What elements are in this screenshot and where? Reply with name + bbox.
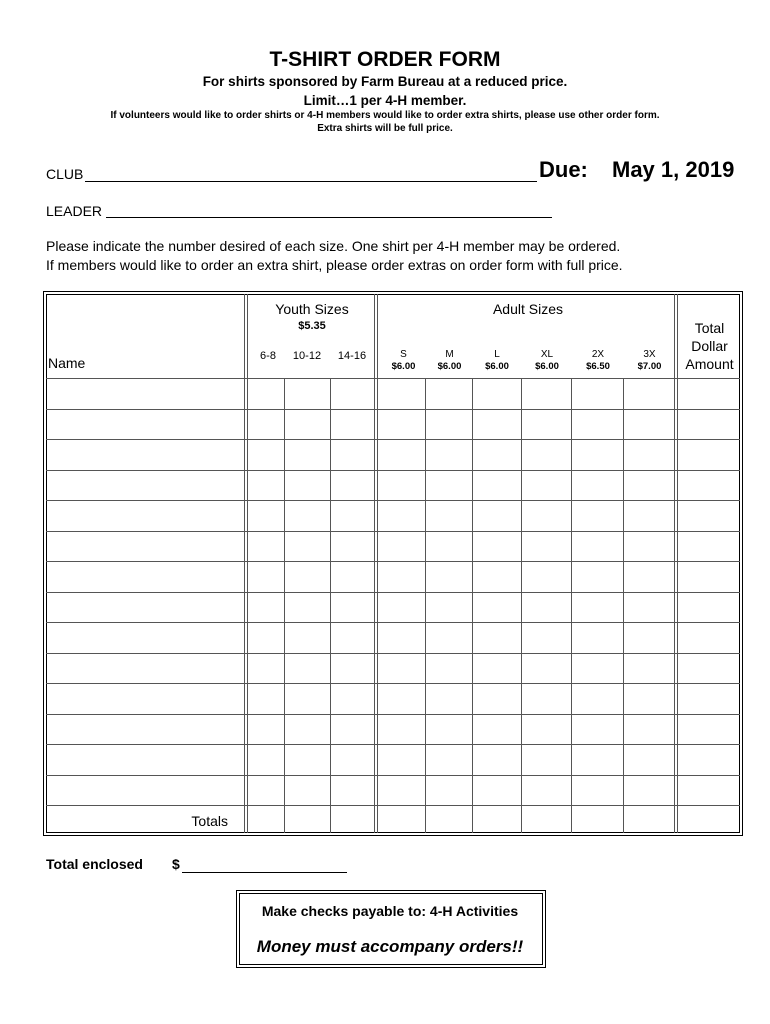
quantity-cell[interactable] (678, 593, 739, 622)
quantity-cell[interactable] (624, 776, 676, 805)
name-cell[interactable] (49, 562, 246, 591)
quantity-cell[interactable] (473, 593, 520, 622)
totals-cell[interactable] (473, 806, 520, 835)
quantity-cell[interactable] (624, 654, 676, 683)
quantity-cell[interactable] (678, 715, 739, 744)
total-header-line-1: Total (694, 320, 725, 336)
adult-size-s: S $6.00 (391, 349, 416, 372)
quantity-cell[interactable] (522, 654, 570, 683)
quantity-cell[interactable] (285, 562, 329, 591)
quantity-cell[interactable] (331, 501, 376, 530)
club-field[interactable] (85, 181, 537, 182)
quantity-cell[interactable] (378, 654, 424, 683)
quantity-cell[interactable] (678, 654, 739, 683)
quantity-cell[interactable] (624, 471, 676, 500)
quantity-cell[interactable] (572, 715, 622, 744)
quantity-cell[interactable] (678, 410, 739, 439)
quantity-cell[interactable] (248, 532, 283, 561)
leader-label: LEADER (46, 203, 103, 219)
quantity-cell[interactable] (572, 562, 622, 591)
due-label: Due: (539, 157, 588, 182)
totals-cell[interactable] (378, 806, 424, 835)
quantity-cell[interactable] (285, 745, 329, 774)
quantity-cell[interactable] (572, 593, 622, 622)
quantity-cell[interactable] (248, 379, 283, 408)
quantity-cell[interactable] (522, 623, 570, 652)
name-cell[interactable] (49, 440, 246, 469)
quantity-cell[interactable] (426, 654, 471, 683)
quantity-cell[interactable] (678, 379, 739, 408)
quantity-cell[interactable] (426, 593, 471, 622)
quantity-cell[interactable] (248, 562, 283, 591)
quantity-cell[interactable] (378, 501, 424, 530)
name-column-header: Name (48, 355, 86, 371)
quantity-cell[interactable] (378, 593, 424, 622)
adult-size-2x: 2X $6.50 (586, 349, 610, 372)
quantity-cell[interactable] (378, 471, 424, 500)
total-enclosed-field[interactable] (182, 872, 347, 873)
quantity-cell[interactable] (678, 562, 739, 591)
quantity-cell[interactable] (331, 410, 376, 439)
quantity-cell[interactable] (378, 410, 424, 439)
quantity-cell[interactable] (624, 501, 676, 530)
quantity-cell[interactable] (473, 440, 520, 469)
quantity-cell[interactable] (522, 532, 570, 561)
form-title: T-SHIRT ORDER FORM (269, 48, 501, 71)
quantity-cell[interactable] (522, 745, 570, 774)
quantity-cell[interactable] (378, 379, 424, 408)
quantity-cell[interactable] (426, 715, 471, 744)
quantity-cell[interactable] (248, 593, 283, 622)
quantity-cell[interactable] (473, 715, 520, 744)
quantity-cell[interactable] (285, 532, 329, 561)
quantity-cell[interactable] (473, 562, 520, 591)
quantity-cell[interactable] (248, 440, 283, 469)
quantity-cell[interactable] (678, 532, 739, 561)
quantity-cell[interactable] (473, 776, 520, 805)
quantity-cell[interactable] (248, 745, 283, 774)
quantity-cell[interactable] (522, 410, 570, 439)
totals-cell[interactable] (624, 806, 676, 835)
name-cell[interactable] (49, 745, 246, 774)
youth-size-label: 6-8 (260, 350, 276, 362)
quantity-cell[interactable] (285, 379, 329, 408)
quantity-cell[interactable] (285, 715, 329, 744)
quantity-cell[interactable] (473, 410, 520, 439)
name-cell[interactable] (49, 654, 246, 683)
name-cell[interactable] (49, 532, 246, 561)
quantity-cell[interactable] (572, 440, 622, 469)
name-cell[interactable] (49, 593, 246, 622)
quantity-cell[interactable] (522, 715, 570, 744)
quantity-cell[interactable] (624, 440, 676, 469)
name-cell[interactable] (49, 715, 246, 744)
quantity-cell[interactable] (248, 654, 283, 683)
quantity-cell[interactable] (473, 654, 520, 683)
name-cell[interactable] (49, 776, 246, 805)
quantity-cell[interactable] (624, 684, 676, 713)
leader-field[interactable] (106, 217, 552, 218)
totals-cell[interactable] (426, 806, 471, 835)
money-note: Money must accompany orders!! (256, 937, 524, 956)
subtitle-sponsor: For shirts sponsored by Farm Bureau at a reduced price. (202, 74, 568, 89)
quantity-cell[interactable] (331, 562, 376, 591)
quantity-cell[interactable] (572, 745, 622, 774)
quantity-cell[interactable] (378, 745, 424, 774)
quantity-cell[interactable] (522, 562, 570, 591)
quantity-cell[interactable] (426, 532, 471, 561)
quantity-cell[interactable] (572, 684, 622, 713)
quantity-cell[interactable] (473, 623, 520, 652)
total-header-line-2: Dollar (691, 338, 728, 354)
quantity-cell[interactable] (426, 562, 471, 591)
quantity-cell[interactable] (285, 471, 329, 500)
quantity-cell[interactable] (572, 532, 622, 561)
quantity-cell[interactable] (426, 684, 471, 713)
totals-cell[interactable] (248, 806, 283, 835)
quantity-cell[interactable] (248, 501, 283, 530)
youth-sizes-header: Youth Sizes (275, 301, 349, 317)
quantity-cell[interactable] (285, 654, 329, 683)
quantity-cell[interactable] (572, 501, 622, 530)
quantity-cell[interactable] (285, 684, 329, 713)
quantity-cell[interactable] (426, 410, 471, 439)
order-table (43, 291, 743, 836)
quantity-cell[interactable] (678, 440, 739, 469)
quantity-cell[interactable] (572, 654, 622, 683)
quantity-cell[interactable] (378, 562, 424, 591)
quantity-cell[interactable] (248, 410, 283, 439)
quantity-cell[interactable] (522, 471, 570, 500)
quantity-cell[interactable] (331, 623, 376, 652)
quantity-cell[interactable] (624, 593, 676, 622)
quantity-cell[interactable] (426, 501, 471, 530)
adult-size-m: M $6.00 (437, 349, 462, 372)
quantity-cell[interactable] (522, 593, 570, 622)
quantity-cell[interactable] (331, 440, 376, 469)
name-cell[interactable] (49, 501, 246, 530)
quantity-cell[interactable] (248, 684, 283, 713)
quantity-cell[interactable] (378, 440, 424, 469)
adult-size-l: L $6.00 (485, 349, 509, 372)
quantity-cell[interactable] (285, 776, 329, 805)
club-label: CLUB (46, 166, 84, 182)
instruction-line-1: Please indicate the number desired of each size. One shirt per 4-H member may be ordered. (46, 238, 621, 254)
total-header-line-3: Amount (685, 356, 734, 372)
checks-payable-text: Make checks payable to: 4-H Activities (261, 903, 519, 919)
quantity-cell[interactable] (378, 715, 424, 744)
quantity-cell[interactable] (678, 471, 739, 500)
quantity-cell[interactable] (331, 776, 376, 805)
quantity-cell[interactable] (426, 623, 471, 652)
quantity-cell[interactable] (624, 410, 676, 439)
quantity-cell[interactable] (522, 776, 570, 805)
quantity-cell[interactable] (331, 379, 376, 408)
quantity-cell[interactable] (248, 715, 283, 744)
quantity-cell[interactable] (248, 623, 283, 652)
volunteer-note: If volunteers would like to order shirts or 4-H members would like to order extra shirts, please use other order form. (110, 110, 660, 121)
quantity-cell[interactable] (572, 776, 622, 805)
quantity-cell[interactable] (331, 745, 376, 774)
quantity-cell[interactable] (378, 532, 424, 561)
name-cell[interactable] (49, 471, 246, 500)
subtitle-limit: Limit…1 per 4-H member. (303, 93, 467, 108)
name-cell[interactable] (49, 623, 246, 652)
quantity-cell[interactable] (624, 532, 676, 561)
quantity-cell[interactable] (473, 379, 520, 408)
totals-cell[interactable] (572, 806, 622, 835)
quantity-cell[interactable] (331, 593, 376, 622)
totals-cell[interactable] (331, 806, 376, 835)
quantity-cell[interactable] (473, 471, 520, 500)
quantity-cell[interactable] (285, 501, 329, 530)
quantity-cell[interactable] (331, 684, 376, 713)
quantity-cell[interactable] (473, 532, 520, 561)
name-cell[interactable] (49, 684, 246, 713)
name-cell[interactable] (49, 379, 246, 408)
quantity-cell[interactable] (522, 440, 570, 469)
adult-size-3x: 3X $7.00 (637, 349, 662, 372)
quantity-cell[interactable] (285, 593, 329, 622)
quantity-cell[interactable] (572, 410, 622, 439)
quantity-cell[interactable] (572, 379, 622, 408)
adult-sizes-header: Adult Sizes (492, 301, 564, 317)
instruction-line-2: If members would like to order an extra shirt, please order extras on order form with full price. (46, 257, 623, 273)
quantity-cell[interactable] (473, 684, 520, 713)
quantity-cell[interactable] (248, 471, 283, 500)
dollar-sign: $ (172, 856, 180, 872)
quantity-cell[interactable] (285, 410, 329, 439)
quantity-cell[interactable] (473, 501, 520, 530)
quantity-cell[interactable] (426, 471, 471, 500)
quantity-cell[interactable] (678, 745, 739, 774)
quantity-cell[interactable] (678, 684, 739, 713)
quantity-cell[interactable] (378, 623, 424, 652)
quantity-cell[interactable] (522, 379, 570, 408)
totals-cell[interactable] (522, 806, 570, 835)
name-cell[interactable] (49, 410, 246, 439)
quantity-cell[interactable] (331, 715, 376, 744)
quantity-cell[interactable] (678, 501, 739, 530)
youth-size-label: 14-16 (337, 350, 367, 362)
quantity-cell[interactable] (473, 745, 520, 774)
totals-cell[interactable] (285, 806, 329, 835)
total-enclosed-label: Total enclosed (46, 856, 143, 872)
quantity-cell[interactable] (624, 379, 676, 408)
quantity-cell[interactable] (248, 776, 283, 805)
quantity-cell[interactable] (624, 562, 676, 591)
quantity-cell[interactable] (678, 623, 739, 652)
quantity-cell[interactable] (522, 684, 570, 713)
full-price-note: Extra shirts will be full price. (317, 123, 453, 134)
youth-size-label: 10-12 (292, 350, 322, 362)
total-dollar-amount-header (677, 319, 742, 373)
quantity-cell[interactable] (624, 623, 676, 652)
quantity-cell[interactable] (331, 654, 376, 683)
quantity-cell[interactable] (285, 623, 329, 652)
adult-size-xl: XL $6.00 (535, 349, 559, 372)
quantity-cell[interactable] (572, 471, 622, 500)
quantity-cell[interactable] (426, 745, 471, 774)
totals-cell[interactable] (678, 806, 739, 835)
quantity-cell[interactable] (285, 440, 329, 469)
quantity-cell[interactable] (378, 684, 424, 713)
quantity-cell[interactable] (426, 440, 471, 469)
quantity-cell[interactable] (624, 745, 676, 774)
due-date: May 1, 2019 (612, 157, 735, 182)
totals-label: Totals (191, 813, 228, 829)
quantity-cell[interactable] (624, 715, 676, 744)
quantity-cell[interactable] (572, 623, 622, 652)
quantity-cell[interactable] (426, 379, 471, 408)
payment-box (236, 890, 546, 968)
youth-price: $5.35 (298, 320, 326, 332)
quantity-cell[interactable] (331, 471, 376, 500)
quantity-cell[interactable] (378, 776, 424, 805)
quantity-cell[interactable] (426, 776, 471, 805)
quantity-cell[interactable] (522, 501, 570, 530)
quantity-cell[interactable] (331, 532, 376, 561)
quantity-cell[interactable] (678, 776, 739, 805)
